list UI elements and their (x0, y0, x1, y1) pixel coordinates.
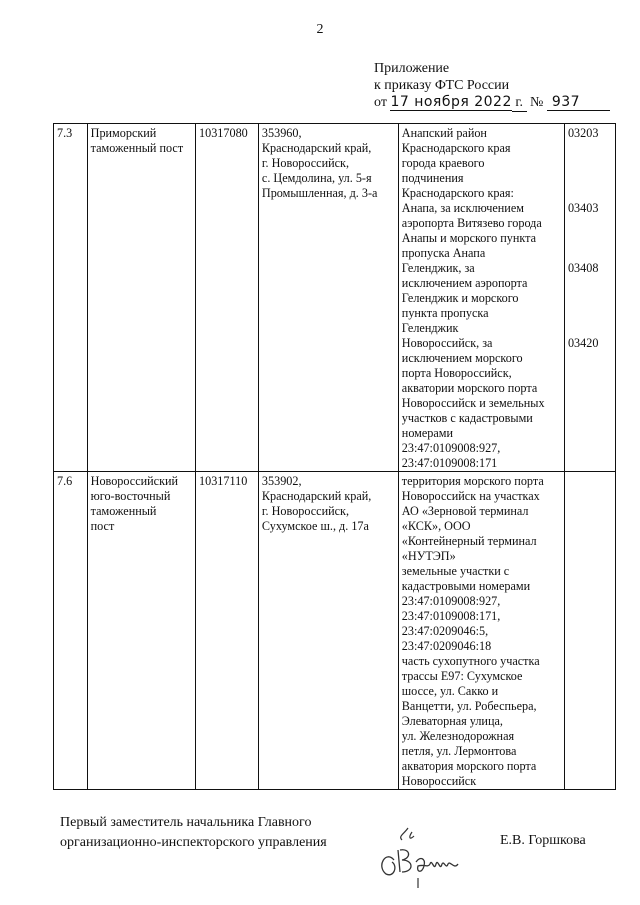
appendix-title: Приложение (374, 61, 450, 76)
page-number: 2 (316, 22, 324, 37)
oktmo-codes (564, 124, 615, 472)
oktmo-code: 03203 (567, 126, 599, 140)
handwritten-signature (368, 820, 478, 892)
appendix-order-ref: к приказу ФТС России (374, 78, 510, 93)
signer-position-line2: организационно-инспекторского управления (60, 835, 327, 850)
signer-name: Е.В. Горшкова (500, 833, 586, 848)
appendix-date-line (374, 94, 610, 112)
post-address: 353902, Краснодарский край, г. Новороссийск, Сухумское ш., д. 17а (258, 472, 398, 790)
table-row (54, 124, 616, 472)
customs-posts-table (53, 123, 616, 790)
post-code: 10317080 (196, 124, 259, 472)
row-number: 7.3 (54, 124, 88, 472)
post-name: Приморский таможенный пост (87, 124, 195, 472)
jurisdiction-area: Анапский район Краснодарского края города краевого подчинения Краснодарского края: Анапа, за исключением аэропорта Витязево города Анапы и морского пункта пропуска Анапа Геленджик, за исключением аэропорта Геленджик и морского пункта пропуска Геленджик Новороссийск, за исключением морского порта Новороссийск, акватории морского порта Новороссийск и земельных участков с кадастровыми номерами 23:47:0109008:927, 23:47:0109008:171 (398, 124, 564, 472)
oktmo-code: 03408 (567, 261, 599, 275)
jurisdiction-area: территория морского порта Новороссийск на участках АО «Зерновой терминал «КСК», ООО «Контейнерный терминал «НУТЭП» земельные участки с кадастровыми номерами 23:47:0109008:927, 23:47:0109008:171, 23:47:0209046:5, 23:47:0209046:18 часть сухопутного участка трассы Е97: Сухумское шоссе, ул. Сакко и Ванцетти, ул. Робеспьера, Элеваторная улица, ул. Железнодорожная петля, ул. Лермонтова акватория морского порта Новороссийск (398, 472, 564, 790)
oktmo-codes (564, 472, 615, 790)
number-prefix: № (530, 95, 544, 110)
oktmo-code: 03403 (567, 201, 599, 215)
signer-position-line1: Первый заместитель начальника Главного (60, 815, 312, 830)
date-year-suffix: г. (512, 95, 527, 112)
post-code: 10317110 (196, 472, 259, 790)
post-name: Новороссийский юго-восточный таможенный пост (87, 472, 195, 790)
post-address: 353960, Краснодарский край, г. Новороссийск, с. Цемдолина, ул. 5-я Промышленная, д. 3-а (258, 124, 398, 472)
row-number: 7.6 (54, 472, 88, 790)
oktmo-code: 03420 (567, 336, 599, 350)
signature-block-title (60, 813, 327, 853)
order-date: 17 ноября 2022 (390, 94, 512, 110)
order-number: 937 (547, 94, 610, 111)
date-prefix: от (374, 95, 387, 110)
table-row (54, 472, 616, 790)
appendix-header (374, 60, 610, 112)
